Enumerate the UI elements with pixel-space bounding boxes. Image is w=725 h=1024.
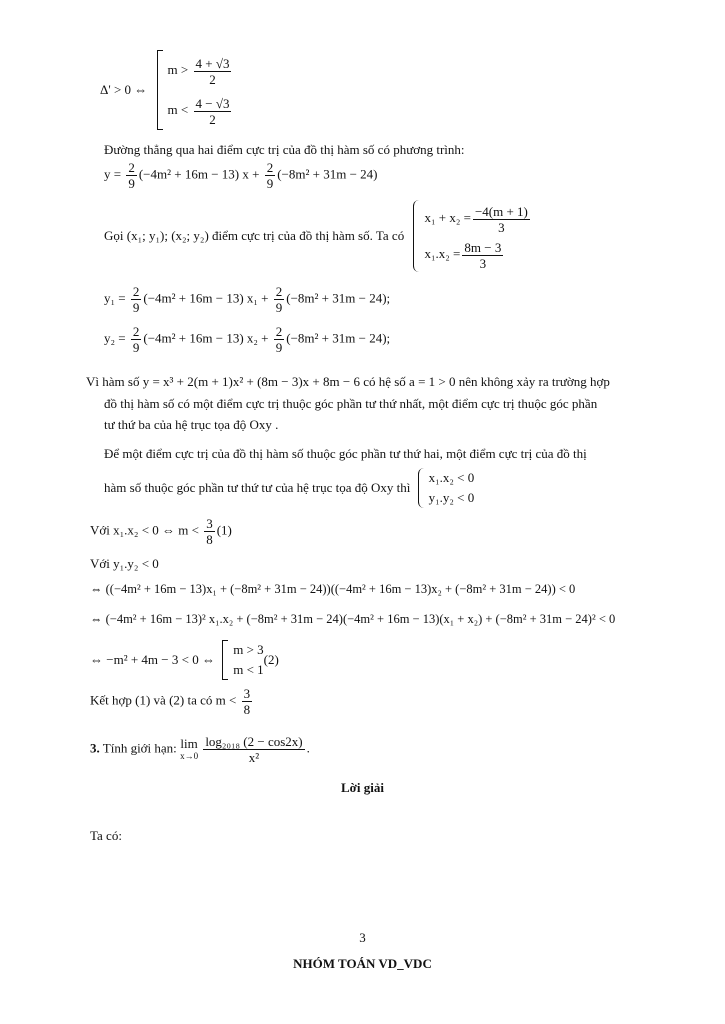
equivalence-1: ⇔ ((−4m² + 16m − 13)x₁ + (−8m² + 31m − 24))((−4m² + 16m − 13)x₂ + (−8m² + 31m − 24)) < 0 xyxy=(90,582,576,596)
equivalence-3: ⇔ −m² + 4m − 3 < 0 ⇔ m > 3 m < 1 (2) xyxy=(90,640,279,680)
voi1-frac: $\frac{3}{8}$ xyxy=(206,516,213,547)
line-equation: y = $\frac{2}{9}$ (−4m² + 16m − 13) x + $\frac{2}{9}$ (−8m² + 31m − 24) xyxy=(104,160,378,191)
ket-hop: Kết hợp (1) và (2) ta có m < $\frac{3}{8}$ xyxy=(90,686,251,717)
ket-hop-frac: $\frac{3}{8}$ xyxy=(243,686,251,717)
delta-case2: m < xyxy=(167,102,189,117)
vieta-sum-frac: $\frac{-4(m + 1)}{3}$ xyxy=(474,203,528,235)
line-c1: $\frac{2}{9}$ xyxy=(128,160,135,191)
equivalence-2: ⇔ (−4m² + 16m − 13)² x₁.x₂ + (−8m² + 31m − 24)(−4m² + 16m − 13)(x₁ + x₂) + (−8m² + 31m − 24)² < 0 xyxy=(90,612,616,626)
eq3-bracket: m > 3 m < 1 xyxy=(222,640,263,680)
para1-line3: tư thứ ba của hệ trục tọa độ Oxy . xyxy=(104,417,279,432)
limit-frac: $\frac{\text{log₂₀₁₈ (2 − cos2x)}}{\text{x²}}$ xyxy=(205,734,303,765)
y2-equation: y₂ = $\frac{2}{9}$ (−4m² + 16m − 13) x₂ + $\frac{2}{9}$ (−8m² + 31m − 24); xyxy=(104,324,391,355)
problem-3: 3. Tính giới hạn: lim x→0 $\frac{\text{log₂₀₁₈ (2 − cos2x)}}{\text{x²}}$ . xyxy=(90,734,310,765)
y1-equation: y₁ = $\frac{2}{9}$ (−4m² + 16m − 13) x₁ + $\frac{2}{9}$ (−8m² + 31m − 24); xyxy=(104,284,391,315)
delta-bracket xyxy=(157,50,234,130)
limit-operator: lim x→0 xyxy=(180,736,199,761)
para1-line2: đồ thị hàm số có một điểm cực trị thuộc góc phần tư thứ nhất, một điểm cực trị thuộc góc phần xyxy=(104,396,598,411)
delta-case1-frac: $\frac{4 + √3}{2}$ xyxy=(195,55,230,87)
para2-line2: hàm số thuộc góc phần tư thứ tư của hệ trục tọa độ Oxy thì x₁.x₂ < 0 y₁.y₂ < 0 xyxy=(104,468,474,508)
ta-co: Ta có: xyxy=(90,828,122,843)
line-intro: Đường thẳng qua hai điểm cực trị của đồ thị hàm số có phương trình: xyxy=(104,142,465,157)
vieta-system: x₁ + x₂ = $\frac{-4(m + 1)}{3}$ x₁.x₂ = $\frac{8m - 3}{3}$ xyxy=(413,200,531,272)
delta-condition xyxy=(100,50,233,130)
para2-line1: Để một điểm cực trị của đồ thị hàm số thuộc góc phần tư thứ hai, một điểm cực trị của đồ thị xyxy=(104,446,587,461)
para1-line1: Vì hàm số y = x³ + 2(m + 1)x² + (8m − 3)x + 8m − 6 có hệ số a = 1 > 0 nên không xảy ra trường hợp xyxy=(86,374,610,389)
vieta-prod-frac: $\frac{8m - 3}{3}$ xyxy=(464,239,502,271)
delta-case2-frac: $\frac{4 - √3}{2}$ xyxy=(195,95,230,127)
delta-lhs: Δ' > 0 ⇔ xyxy=(100,82,148,97)
voi-y1y2: Với y₁.y₂ < 0 xyxy=(90,556,159,571)
delta-case1: m > xyxy=(167,62,189,77)
line-c2: $\frac{2}{9}$ xyxy=(266,160,274,191)
page-number: 3 xyxy=(359,930,366,945)
vieta-block xyxy=(104,200,532,272)
solution-heading: Lời giải xyxy=(341,780,384,795)
footer-group-name: NHÓM TOÁN VD_VDC xyxy=(293,956,432,971)
quadrant-system: x₁.x₂ < 0 y₁.y₂ < 0 xyxy=(418,468,475,508)
goi-text: Gọi (x₁; y₁); (x₂; y₂) điểm cực trị của đồ thị hàm số. Ta có xyxy=(104,228,405,243)
voi-x1x2: Với x₁.x₂ < 0 ⇔ m < $\frac{3}{8}$ (1) xyxy=(90,516,232,547)
problem-number: 3. xyxy=(90,740,100,756)
